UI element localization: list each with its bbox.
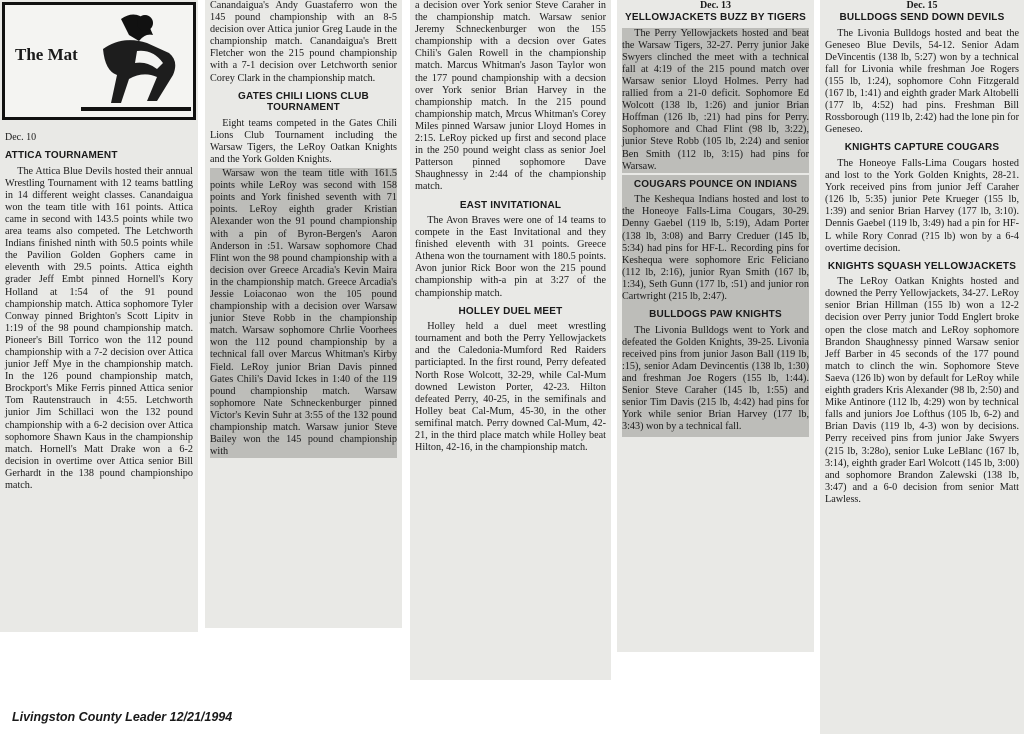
headline-knights-capture-cougars: KNIGHTS CAPTURE COUGARS	[844, 142, 1000, 154]
column-2	[205, 0, 402, 628]
article-paragraph-highlighted: The Perry Yellowjackets hosted and beat the Warsaw Tigers, 32-27. Perry junior Jake Swyers clinched the meet with a technical fall at 4:19 of the 215 pound match over Warsaw senior Lloyd Holmes. Perry had rallied from a 21-0 deficit. Sophomore Ed Wolcott (138 lb, 1:26) and junior Brian Hoffman (126 lb, :21) had pins for Perry. Sophomore and Chad Flint (98 lb, 3:22), junior Steve Robb (105 lb, 2:24) and senior Ben Smith (112 lb, 3:15) had pins for Warsaw.	[622, 27, 809, 172]
article-paragraph: Holley held a duel meet wrestling tournament and both the Perry Yellowjackets and the Caledonia-Mumford Red Raiders particiapted. In the first round, Perry defeated North Rose Wolcott, 32-29, while Cal-Mum downed Lewiston Porter, 42-23. Hilton defeated Perry, 40-25, in the semifinals and Holley beat Cal-Mum, 45-30, in the other semifinal match. Perry downed Cal-Mum, 42-21, in the third place match while Holley beat Hilton, 42-16, in the championship match.	[415, 321, 606, 454]
column-5	[820, 0, 1024, 734]
column-4	[617, 0, 814, 652]
headline-cougars-pounce: COUGARS POUNCE ON INDIANS	[633, 178, 798, 190]
the-mat-logo	[2, 2, 196, 120]
headline-yellowjackets-buzz: YELLOWJACKETS BUZZ BY TIGERS	[625, 12, 806, 24]
article-paragraph: The Livonia Bulldogs went to York and defeated the Golden Knights, 39-25. Livonia received pins from junior Jason Ball (119 lb, :15), senior Adam Devincentis (138 lb, 1:30) and freshman Joe Rogers (155 lb, 1:44). Senior Steve Caraher (145 lb, 1:55) and senior Tim Davis (215 lb, 4:42) had pins for York while senior Brian Harvey (177 lb, 3:43) won by a technical fall.	[622, 324, 809, 433]
shaded-section	[622, 175, 809, 438]
article-paragraph: The Avon Braves were one of 14 teams to compete in the East Invitational and they finished eleventh with 31 points. Greece Athena won the tournament with 180.5 points. Avon junior Rick Boor won the 215 pound championship with-a pin at 3:27 of the championship match.	[415, 215, 606, 299]
headline-gates-chili-tournament: GATES CHILI LIONS CLUB TOURNAMENT	[238, 90, 369, 114]
source-caption: Livingston County Leader 12/21/1994	[12, 710, 233, 724]
article-paragraph: The Attica Blue Devils hosted their annual Wrestling Tournament with 12 teams battling in 14 different weight classes. Canandaigua won the team title with 161 points. Attica came in second with 143.5 points while two area teams also competed. The Letchworth Indians finished ninth with 50.5 points while the Pavilion Golden Gophers came in eleventh with 29.5 points. Attica eighth grader Jeff Embt pinned Hornell's Kory Holland at 1:54 of the 91 pound championship match. Attica sophomore Tyler Conway pinned Brighton's Scott Lipitv in 1:19 of the 98 pound championship match. Pioneer's Bill Torrico won the 112 pound championship with a 7-2 decision over Attica junior Jeff Mye in the championship match. In the 126 pound championship match, Brockport's Mike Ferris pinned Attica senior Tom Rautenstrauch in 4:55. Letchworth junior Jim Schillaci won the 132 pound championship with a 6-2 decision over Attica sophomore Shawn Kaus in the championship match. Hornell's Matt Drake won a 6-2 decision in overtime over Attica senior Bill Gerhardt in the 138 pound championshipo match.	[5, 165, 193, 492]
article-continuation: a decision over York senior Steve Caraher in the championship match. Warsaw senior Jeremy Schneckenburger won the 155 championship with a decsion over Gates Chili's Galen Rowell in the championship match. Marcus Whitman's Jason Taylor won the 177 pound championship with a decsion over York senior Brian Harvey in the championship match. In the 215 pound championship match, Mrcus Whitman's Corey Miles pinned Warsaw junior Lloyd Homes in 2:15. LeRoy picked up first and second place in the 250 pound weight class as senior Joel Patterson pinned sophomore Dave Shaughnessy in 2:44 of the championship match.	[415, 0, 606, 193]
date-dec-15: Dec. 15	[906, 0, 938, 11]
logo-title: The Mat	[15, 45, 78, 64]
headline-knights-squash-yellowjackets: KNIGHTS SQUASH YELLOWJACKETS	[827, 260, 1017, 272]
headline-attica-tournament: ATTICA TOURNAMENT	[5, 150, 118, 162]
article-paragraph-highlighted: Warsaw won the team title with 161.5 points while LeRoy was second with 158 points and York finished seventh with 71 points. LeRoy eighth grader Kristian Alexander won the 91 pound championship with a pin of Byron-Bergen's Aaron Anderson in :51. Warsaw sophomore Chad Flint won the 98 pound championship with a decision over Greece Arcadia's Kevin Maira in the championship match. Greece Arcadia's Jessie Loiaconao won the 105 pound championship with a decision over Warsaw junior Steve Robb in the championship match. Warsaw sophomore Chrlie Voorhees won the 112 pound championship by a technical fall over Marcus Whitman's Kirby Field. LeRoy junior Brian Davis pinned Gates Chili's David Ickes in 1:40 of the 119 pound championship match. Warsaw sophomore Nate Schneckenburger pinned Victor's Kevin Suhr at 3:55 of the 132 pound championship match. Warsaw junior Steve Bailey won the 145 pound championship with	[210, 168, 397, 458]
wrestlers-icon	[81, 9, 191, 115]
article-continuation: Canandaigua's Andy Guastaferro won the 145 pound championship with an 8-5 decision over Attica junior Greg Laude in the championship match. Canandaigua's Brett Fletcher won the 215 pound championship with a 7-1 decision over Letchworth senior Corey Clark in the championship match.	[210, 0, 397, 84]
headline-bulldogs-paw-knights: BULLDOGS PAW KNIGHTS	[649, 309, 782, 321]
article-paragraph: Eight teams competed in the Gates Chili Lions Club Tournament including the Warsaw Tigers, the LeRoy Oatkan Knights and the York Golden Knights.	[210, 117, 397, 165]
column-1	[0, 0, 198, 632]
column-3	[410, 0, 611, 680]
date-dec-10: Dec. 10	[5, 132, 37, 143]
headline-holley-duel-meet: HOLLEY DUEL MEET	[458, 305, 563, 317]
article-paragraph: The Keshequa Indians hosted and lost to the Honeoye Falls-Lima Cougars, 30-29. Denny Gaebel (119 lb, 5:19), Adam Porter (138 lb, 3:08) and Barry Creduer (145 lb, 5:34) had pins for HF-L. Recording pins for Keshequa were sophomore Eric Feliciano (112 lb, 2:16), junior Ryan Smith (167 lb, 1:34), Seth Gunn (177 lb, :51) and junior ron Cartwright (215 lb, 2:47).	[622, 194, 809, 302]
headline-bulldogs-send-down-devils: BULLDOGS SEND DOWN DEVILS	[839, 12, 1005, 24]
date-dec-13: Dec. 13	[699, 0, 732, 11]
article-paragraph: The Honeoye Falls-Lima Cougars hosted and lost to the York Golden Knights, 28-21. York received pins from junior Jeff Caraher (126 lb, 5:35) junior Pete Krueger (155 lb, 1:39) and senior Brian Harvey (177 lb, 3:10). Dennis Gaebel (119 lb, 3:49) had a pin for HF-L while Rory Conrad (?15 lb) won by a 6-4 overtime decision.	[825, 157, 1019, 254]
headline-east-invitational: EAST INVITATIONAL	[459, 199, 562, 211]
article-paragraph: The LeRoy Oatkan Knights hosted and downed the Perry Yellowjackets, 34-27. LeRoy senior Brian Hillman (155 lb) won a 12-2 decision over Perry junior Todd Englert broke open the close match and LeRoy sophomore Brandon Shaughnessy pinned Warsaw senior Jeff Barber in 45 seconds of the 177 pound match to clinch the win. Sophomore Steve Saeva (126 lb) won by default for LeRoy while eighth graders Kris Alexander (98 lb, 2:50) and Mike Antinore (112 lb, 4:29) won by technical falls and juniors Joe Lofthus (105 lb, 6-2) and Brian Davis (119 lb, 4-3) won by decisions. Perry received pins from junior Jake Swyers (215 lb, 3:28o), senior Luke LeBlanc (167 lb, 3:14), eighth grader Earl Wolcott (145 lb, 3:00) and sophomore Brandon Zalewski (138 lb, 3:47) and a 6-0 decision from senior Matt Lawless.	[825, 276, 1019, 505]
article-paragraph: The Livonia Bulldogs hosted and beat the Geneseo Blue Devils, 54-12. Senior Adam DeVincentis (138 lb, 5:27) won by a technical fall for Livonia while freshman Joe Rogers (155 lb, 1:24), sophomore Cohn Fitzgerald (167 lb, 1:41) and eighth grader Mark Altobelli (177 lb, 4:52) had pins. Freshman Bill Rossborough (119 lb, 2:42) had the lone pin for Geneseo.	[825, 27, 1020, 136]
